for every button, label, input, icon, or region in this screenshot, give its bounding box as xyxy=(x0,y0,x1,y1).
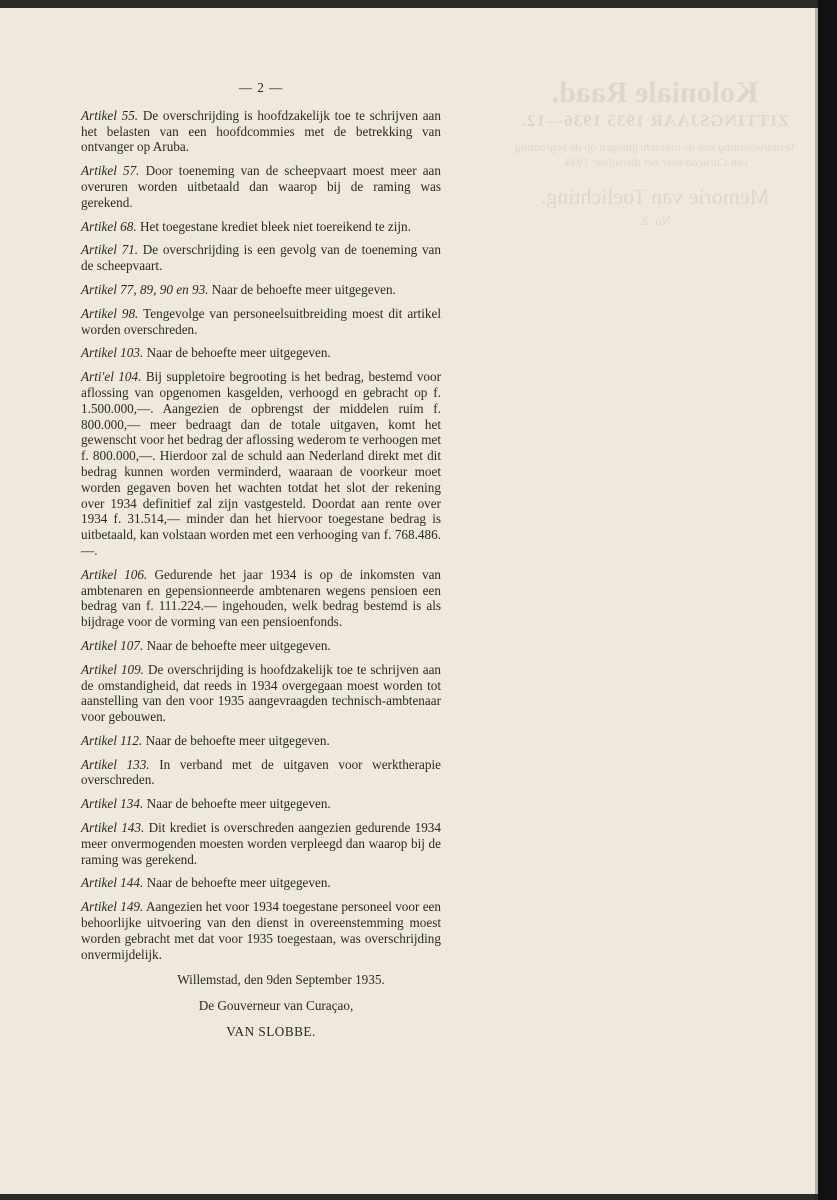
article-label: Artikel 106. xyxy=(81,566,148,582)
article-paragraph xyxy=(81,820,441,867)
page-content xyxy=(81,80,441,1040)
article-label: Artikel 109. xyxy=(81,661,144,677)
article-text: De overschrijding is een gevolg van de toeneming van de scheepvaart. xyxy=(81,242,441,274)
article-text: Het toegestane krediet bleek niet toereikend te zijn. xyxy=(139,218,411,234)
article-text: Naar de behoefte meer uitgegeven. xyxy=(146,637,331,653)
article-label: Artikel 57. xyxy=(81,163,140,179)
article-text: De overschrijding is hoofdzakelijk toe te schrijven aan de omstandigheid, dat reeds in 1934 overgegaan moest worden tot aanstelling van den voor 1935 aangevraagden technisch-ambtenaar voor gebouwen. xyxy=(81,661,442,725)
article-text: Dit krediet is overschreden aangezien gedurende 1934 meer onvermogenden moesten worden verpleegd dan waarop bij de raming was gerekend. xyxy=(81,820,441,867)
article-text: Door toeneming van de scheepvaart moest meer aan overuren worden uitbetaald dan waarop bij de raming was gerekend. xyxy=(81,163,441,210)
article-paragraph xyxy=(81,757,441,789)
article-label: Arti'el 104. xyxy=(81,369,142,385)
article-paragraph xyxy=(81,108,441,155)
article-list xyxy=(81,108,441,963)
article-paragraph xyxy=(81,219,441,235)
article-text: Gedurende het jaar 1934 is op de inkomsten van ambtenaren en gepensionneerde ambtenaren wegens pensioen een bedrag van f. 111.224.— ingehouden, welk bedrag bestemd is als bijdrage voor de vorming van een pensioenfonds. xyxy=(81,566,442,630)
article-label: Artikel 144. xyxy=(81,875,144,891)
article-label: Artikel 68. xyxy=(81,218,137,234)
article-text: Tengevolge van personeelsuitbreiding moest dit artikel worden overschreden. xyxy=(81,305,442,337)
signatory-name: VAN SLOBBE. xyxy=(226,1024,316,1040)
article-label: Artikel 71. xyxy=(81,242,139,258)
article-label: Artikel 112. xyxy=(81,732,143,748)
article-paragraph xyxy=(81,567,441,630)
article-paragraph xyxy=(81,369,441,559)
article-label: Artikel 55. xyxy=(81,107,139,123)
bleed-line-5: No. 2. xyxy=(638,213,672,228)
article-paragraph xyxy=(81,638,441,654)
article-text: In verband met de uitgaven voor werktherapie overschreden. xyxy=(81,756,442,788)
article-label: Artikel 103. xyxy=(81,345,144,361)
bleed-line-3: Verantwoording van de overschrijdingen op de begrooting van Curaçao over het dienstjaar 1934. xyxy=(514,140,796,169)
article-text: Naar de behoefte meer uitgegeven. xyxy=(146,345,331,361)
article-text: Naar de behoefte meer uitgegeven. xyxy=(146,796,331,812)
article-label: Artikel 143. xyxy=(81,820,145,836)
article-paragraph xyxy=(81,875,441,891)
bleed-line-2: ZITTINGSJAAR 1935 1936—12. xyxy=(520,111,790,130)
article-label: Artikel 107. xyxy=(81,637,144,653)
governor-title: De Gouverneur van Curaçao, xyxy=(198,998,354,1014)
document-page xyxy=(0,8,818,1194)
book-binding xyxy=(818,0,837,1200)
article-label: Artikel 77, 89, 90 en 93. xyxy=(81,281,209,297)
article-text: Naar de behoefte meer uitgegeven. xyxy=(211,281,396,297)
page-number: — 2 — xyxy=(238,80,284,95)
article-paragraph xyxy=(81,733,441,749)
article-paragraph xyxy=(81,796,441,812)
article-paragraph xyxy=(81,345,441,361)
article-label: Artikel 149. xyxy=(81,899,144,915)
article-paragraph xyxy=(81,242,441,274)
article-text: De overschrijding is hoofdzakelijk toe te schrijven aan het belasten van een hoofdcommies met de betrekking van ontvanger op Aruba. xyxy=(81,107,442,155)
article-text: Naar de behoefte meer uitgegeven. xyxy=(145,732,330,748)
article-text: Naar de behoefte meer uitgegeven. xyxy=(146,875,331,891)
article-label: Artikel 98. xyxy=(81,305,139,321)
article-text: Aangezien het voor 1934 toegestane personeel voor een behoorlijke uitvoering van den dienst in overeenstemming moest worden gebracht met dat voor 1935 toegestaan, was overschrijding onvermijdelijk. xyxy=(81,899,442,962)
place-date: Willemstad, den 9den September 1935. xyxy=(177,972,385,988)
article-paragraph xyxy=(81,306,441,338)
article-paragraph xyxy=(81,282,441,298)
bleed-line-4: Memorie van Toelichting. xyxy=(540,184,770,209)
article-paragraph xyxy=(81,899,441,962)
bleed-through-text xyxy=(505,76,805,230)
article-label: Artikel 134. xyxy=(81,796,144,812)
article-paragraph xyxy=(81,662,441,725)
bleed-line-1: Koloniale Raad. xyxy=(551,76,759,109)
article-label: Artikel 133. xyxy=(81,756,150,772)
article-paragraph xyxy=(81,163,441,210)
article-text: Bij suppletoire begrooting is het bedrag, bestemd voor aflossing van opgenomen kasgelden, verhoogd en gebracht op f. 1.500.000,—. Aangezien de opbrengst der middelen ruim f. 800.000,— meer bedraagt dan de totale uitgaven, komt het gewenscht voor het bedrag der aflossing wederom te verhoogen met f. 800.000,—. Hierdoor zal de schuld aan Nederland direkt met dit bedrag kunnen worden verminderd, waaraan de voorkeur moet worden gegaven boven het wachten totdat het slot der rekening over 1934 definitief zal zijn vastgesteld. Doordat aan rente over 1934 f. 31.514,— minder dan het hiervoor toegestane bedrag is uitbetaald, kan volstaan worden met een verhooging van f. 768.486.—. xyxy=(81,369,442,558)
